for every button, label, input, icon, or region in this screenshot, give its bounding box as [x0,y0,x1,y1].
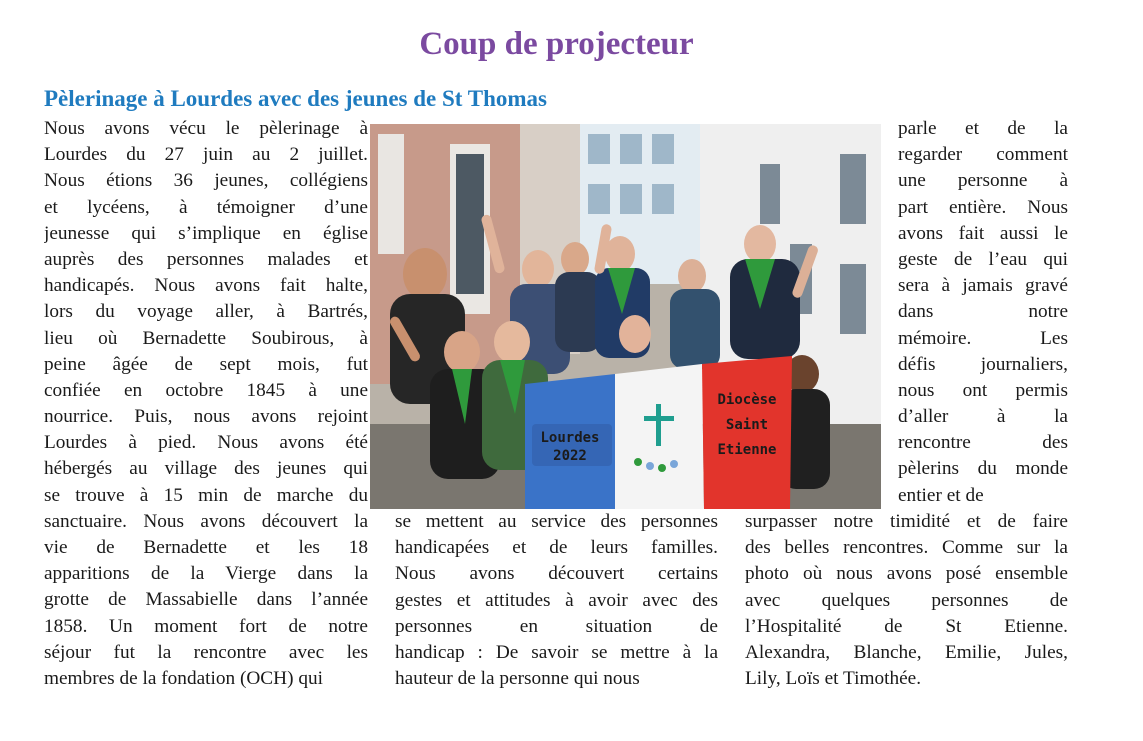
text-line: se mettent au service des personnes [395,511,718,532]
text-line: membres de la fondation (OCH) qui [44,667,323,689]
text-line: photo où nous avons posé ensemble [745,563,1068,585]
text-line: apparitions de la Vierge dans la [44,563,368,585]
article-column-right-bottom [745,509,1068,692]
article-heading: Pèlerinage à Lourdes avec des jeunes de St Thomas [44,86,548,111]
text-line: peine âgée de sept mois, fut [44,353,368,375]
text-line: 1858. Un moment fort de notre [44,615,368,637]
text-line: vie de Bernadette et les 18 [44,537,368,558]
text-line: regarder comment [898,144,1068,166]
text-line: séjour fut la rencontre avec les [44,641,368,663]
text-line: Alexandra, Blanche, Emilie, Jules, [745,641,1068,663]
text-line: pèlerins du monde [898,458,1068,480]
text-line: jeunesse qui s’implique en église [44,222,368,244]
text-line: Nous avons découvert certains [395,563,718,585]
flag-text-etienne: Etienne [717,442,777,458]
flag-text-year: 2022 [553,448,587,464]
text-line: handicapées et de leurs familles. [395,537,718,559]
page-title: Coup de projecteur [419,26,694,62]
text-line: handicap : De savoir se mettre à la [395,641,718,663]
text-line: et lycéens, à témoigner d’une [44,196,368,218]
flag-text-saint: Saint [725,417,769,433]
text-line: grotte de Massabielle dans l’année [44,589,368,611]
text-line: confiée en octobre 1845 à une [44,379,368,401]
text-line: sera à jamais gravé [898,275,1068,297]
article-column-middle [395,509,718,692]
text-line: gestes et attitudes à avoir avec des [395,589,718,611]
text-line: Lily, Loïs et Timothée. [745,668,922,690]
text-line: défis journaliers, [898,353,1068,375]
text-line: mémoire. Les [898,327,1068,349]
text-line: des belles rencontres. Comme sur la [745,537,1068,559]
text-line: avons fait aussi le [898,222,1068,244]
text-line: avec quelques personnes de [745,589,1068,611]
text-line: lors du voyage aller, à Bartrés, [44,301,368,323]
text-line: hébergés au village des jeunes qui [44,458,368,480]
text-line: Lourdes à pied. Nous avons été [44,432,368,454]
text-line: l’Hospitalité de St Etienne. [745,615,1068,637]
text-line: hauteur de la personne qui nous [395,668,640,690]
text-line: nourrice. Puis, nous avons rejoint [44,406,368,428]
text-line: nous ont permis [898,379,1068,401]
text-line: d’aller à la [898,406,1068,428]
text-line: part entière. Nous [898,196,1068,218]
article-column-left [44,116,368,692]
text-line: rencontre des [898,432,1068,454]
group-photo [370,124,881,509]
text-line: Nous avons vécu le pèlerinage à [44,118,368,139]
text-line: lieu où Bernadette Soubirous, à [44,327,368,349]
text-line: Nous étions 36 jeunes, collégiens [44,170,368,192]
article-column-right-top [898,116,1068,509]
text-line: auprès des personnes malades et [44,248,368,270]
text-line: parle et de la [898,118,1068,139]
text-line: geste de l’eau qui [898,248,1068,270]
text-line: handicapés. Nous avons fait halte, [44,275,368,297]
text-line: sanctuaire. Nous avons découvert la [44,510,368,532]
text-line: dans notre [898,301,1068,323]
text-line: Lourdes du 27 juin au 2 juillet. [44,144,368,166]
text-line: entier et de [898,484,984,506]
text-line: personnes en situation de [395,615,718,637]
photo-illustration [370,124,881,509]
flag-text-diocese: Diocèse [717,392,777,408]
flag-text-lourdes: Lourdes [540,430,600,446]
text-line: surpasser notre timidité et de faire [745,511,1068,532]
text-line: se trouve à 15 min de marche du [44,484,368,506]
text-line: une personne à [898,170,1068,192]
